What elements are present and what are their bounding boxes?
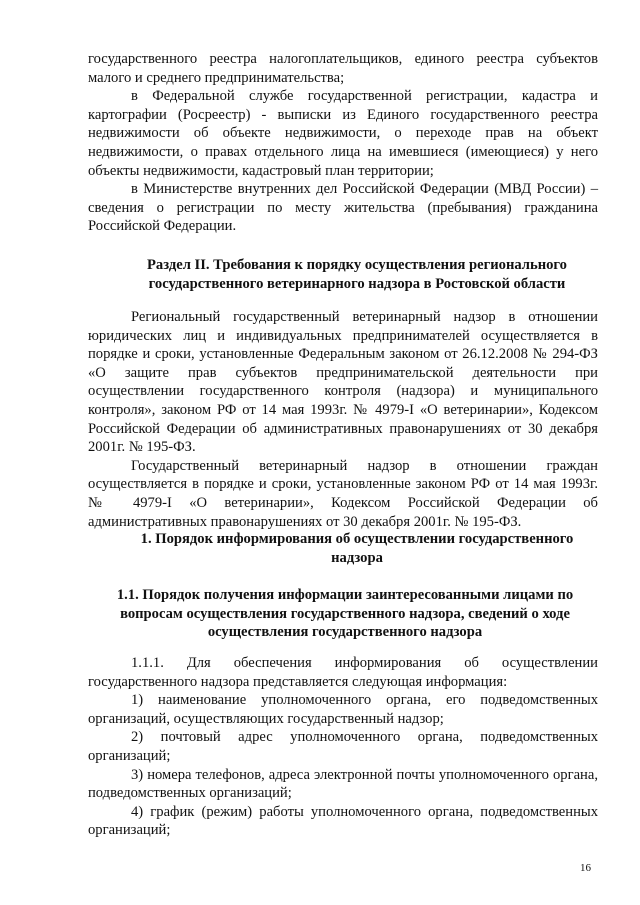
continuation-paragraph [88, 50, 598, 236]
paragraph: Региональный государственный ветеринарный надзор в отношении юридических лиц и индивидуальных предпринимателей осуществляется в порядке и сроки, установленные Федеральным законом от 26.12.2008 № 294-ФЗ «О защите прав субъектов предпринимательской деятельности при осуществлении государственного контроля (надзора) и муниципального контроля», законом РФ от 14 мая 1993г. № 4979-I «О ветеринарии», Кодексом Российской Федерации об административных правонарушениях от 30 декабря 2001г. № 195-ФЗ. [88, 309, 598, 456]
list-item: 2) почтовый адрес уполномоченного органа, подведомственных организаций; [88, 729, 598, 764]
sub-subsection-heading: 1.1. Порядок получения информации заинтересованными лицами по вопросам осуществления государственного надзора, сведений о ходе осуществления государственного надзора [116, 587, 574, 641]
list-item: 4) график (режим) работы уполномоченного органа, подведомственных организаций; [88, 803, 598, 839]
paragraph: в Министерстве внутренних дел Российской Федерации (МВД России) – сведения о регистрации по месту жительства (пребывания) гражданина Российской Федерации. [88, 181, 598, 235]
paragraph: Государственный ветеринарный надзор в отношении граждан осуществляется в порядке и сроки, установленные законом РФ от 14 мая 1993г. № 4979-I «О ветеринарии», Кодексом Российской Федерации об административных правонарушениях от 30 декабря 2001г. № 195-ФЗ. [88, 457, 598, 530]
list-intro: 1.1.1. Для обеспечения информирования об осуществлении государственного надзора представляется следующая информация: [88, 655, 598, 690]
list-section [88, 654, 598, 840]
paragraph: государственного реестра налогоплательщиков, единого реестра субъектов малого и среднего предпринимательства; [88, 51, 598, 86]
list-item: 1) наименование уполномоченного органа, его подведомственных организаций, осуществляющих государственный надзор; [88, 692, 598, 727]
section-body [88, 308, 598, 531]
paragraph: в Федеральной службе государственной регистрации, кадастра и картографии (Росреестр) - выписки из Единого государственного реестра недвижимости об объекте недвижимости, о переходе прав на объект недвижимости, о правах отдельного лица на имевшиеся (имеющиеся) у него объекты недвижимости, кадастровый план территории; [88, 88, 598, 179]
page-number: 16 [580, 862, 591, 874]
section-heading: Раздел II. Требования к порядку осуществления регионального государственного ветеринарного надзора в Ростовской области [147, 257, 567, 292]
subsection-heading: 1. Порядок информирования об осуществлении государственного надзора [140, 531, 574, 566]
list-item: 3) номера телефонов, адреса электронной почты уполномоченного органа, подведомственных организаций; [88, 766, 598, 802]
